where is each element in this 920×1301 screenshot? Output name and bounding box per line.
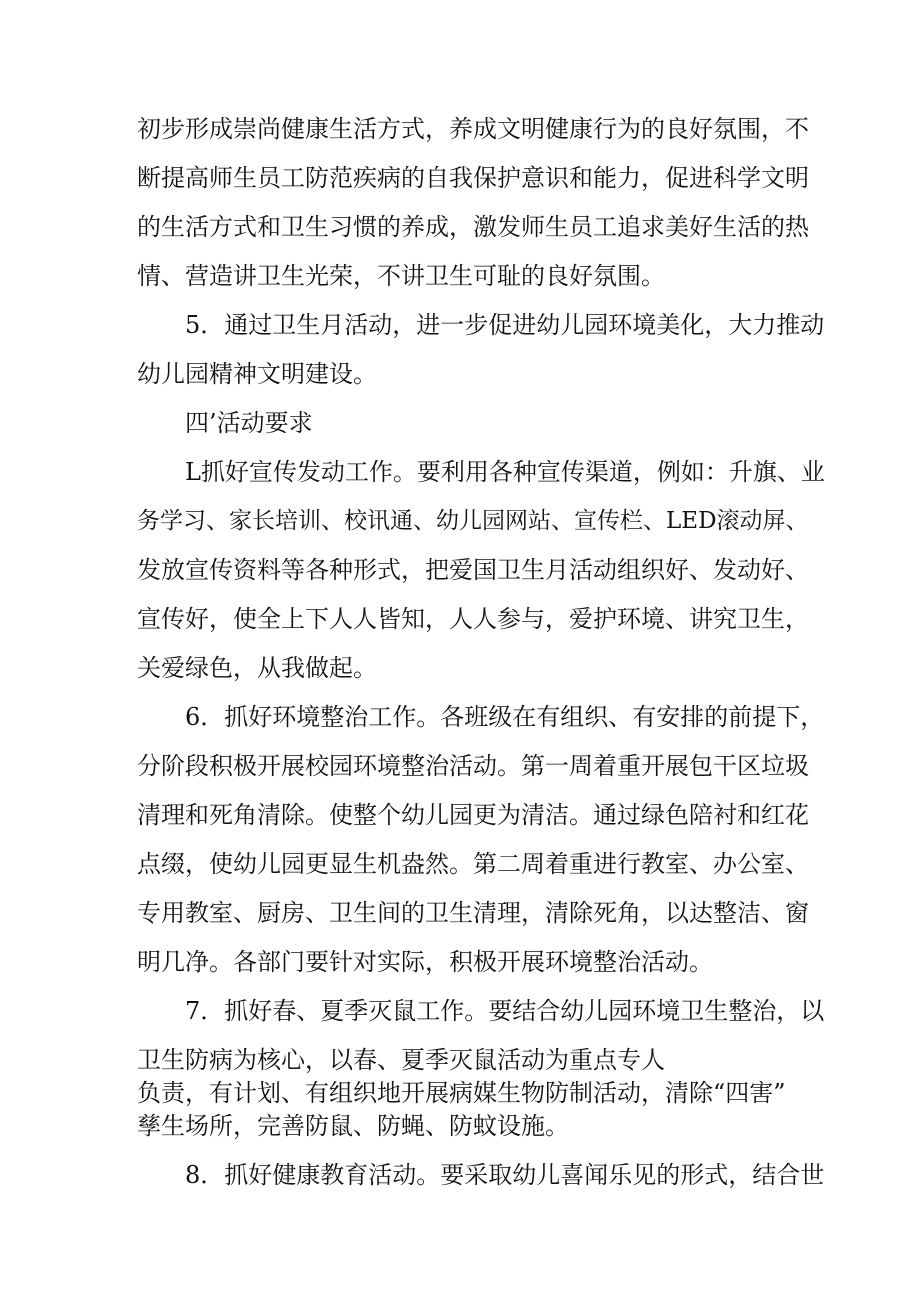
paragraph-6-line-2: 分阶段积极开展校园环境整治活动。第一周着重开展包干区垃圾 xyxy=(137,752,809,780)
paragraph-1-line-4: 宣传好，使全上下人人皆知，人人参与，爱护环境、讲究卫生， xyxy=(137,605,809,633)
paragraph-6-line-5: 专用教室、厨房、卫生间的卫生清理，清除死角，以达整洁、窗 xyxy=(137,899,809,927)
paragraph-7-line-2: 卫生防病为核心，以春、夏季灭鼠活动为重点专人 xyxy=(137,1046,665,1074)
paragraph-6-line-3: 清理和死角清除。使整个幼儿园更为清洁。通过绿色陪衬和红花 xyxy=(137,801,809,829)
paragraph-5-line-1: 5．通过卫生月活动，进一步促进幼儿园环境美化，大力推动 xyxy=(185,311,825,339)
paragraph-6-line-6: 明几净。各部门要针对实际，积极开展环境整治活动。 xyxy=(137,948,713,976)
paragraph-7-line-4: 孳生场所，完善防鼠、防蝇、防蚊设施。 xyxy=(137,1112,569,1140)
body-line-2: 断提高师生员工防范疾病的自我保护意识和能力，促进科学文明 xyxy=(137,164,809,192)
paragraph-1-line-5: 关爱绿色，从我做起。 xyxy=(137,654,377,682)
body-line-1: 初步形成崇尚健康生活方式，养成文明健康行为的良好氛围，不 xyxy=(137,115,809,143)
paragraph-8-line-1: 8．抓好健康教育活动。要采取幼儿喜闻乐见的形式，结合世 xyxy=(185,1161,825,1189)
body-line-3: 的生活方式和卫生习惯的养成，激发师生员工追求美好生活的热 xyxy=(137,213,809,241)
body-line-4: 情、营造讲卫生光荣，不讲卫生可耻的良好氛围。 xyxy=(137,262,665,290)
paragraph-1-line-1: L抓好宣传发动工作。要利用各种宣传渠道，例如：升旗、业 xyxy=(185,458,825,486)
paragraph-6-line-1: 6．抓好环境整治工作。各班级在有组织、有安排的前提下， xyxy=(185,703,825,731)
paragraph-5-line-2: 幼儿园精神文明建设。 xyxy=(137,360,377,388)
paragraph-7-line-3: 负责，有计划、有组织地开展病媒生物防制活动，清除“四害” xyxy=(137,1079,786,1107)
paragraph-1-line-2: 务学习、家长培训、校讯通、幼儿园网站、宣传栏、LED滚动屏、 xyxy=(137,508,809,534)
paragraph-7-line-1: 7．抓好春、夏季灭鼠工作。要结合幼儿园环境卫生整治，以 xyxy=(185,997,825,1025)
section-heading: 四’活动要求 xyxy=(185,409,313,437)
paragraph-1-line-3: 发放宣传资料等各种形式，把爱国卫生月活动组织好、发动好、 xyxy=(137,556,809,584)
paragraph-6-line-4: 点缀，使幼儿园更显生机盎然。第二周着重进行教室、办公室、 xyxy=(137,850,809,878)
